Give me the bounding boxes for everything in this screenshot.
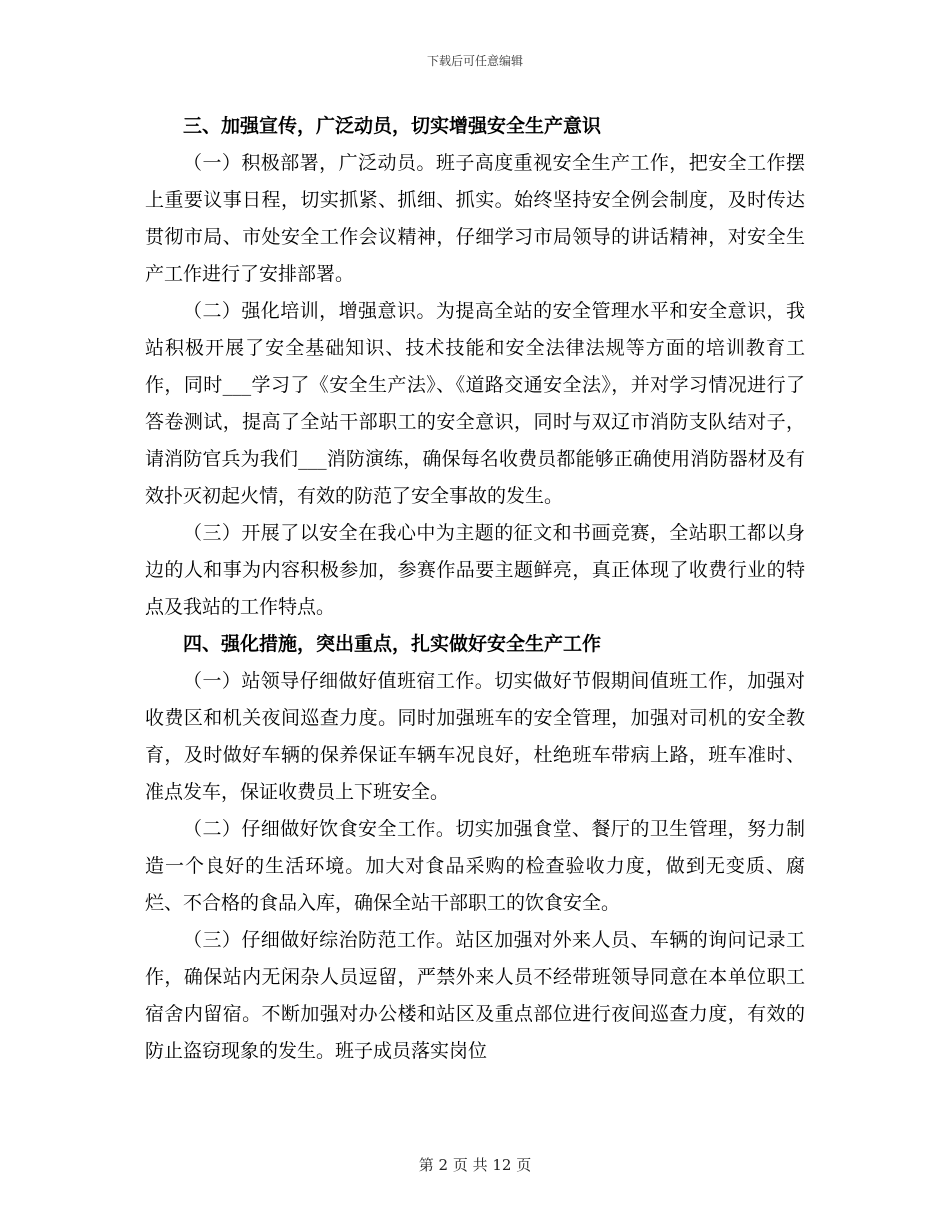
page-header-note: 下载后可任意编辑	[426, 54, 523, 68]
paragraph-4-3: （三）仔细做好综治防范工作。站区加强对外来人员、车辆的询问记录工作，确保站内无闲杂人员逗留，严禁外来人员不经带班领导同意在本单位职工宿舍内留宿。不断加强对办公楼和站区及重点部位进行夜间巡查力度，有效的防止盗窃现象的发生。班子成员落实岗位	[145, 929, 805, 1062]
page-number: 第 2 页 共 12 页	[418, 1156, 532, 1174]
paragraph-3-3: （三）开展了以安全在我心中为主题的征文和书画竞赛，全站职工都以身边的人和事为内容积极参加，参赛作品要主题鲜亮，真正体现了收费行业的特点及我站的工作特点。	[145, 522, 805, 618]
section-heading-3: 三、加强宣传，广泛动员，切实增强安全生产意识	[183, 115, 602, 137]
paragraph-3-2: （二）强化培训，增强意识。为提高全站的安全管理水平和安全意识，我站积极开展了安全基础知识、技术技能和安全法律法规等方面的培训教育工作，同时___学习了《安全生产法》、《道路交通安全法》，并对学习情况进行了答卷测试，提高了全站干部职工的安全意识，同时与双辽市消防支队结对子，请消防官兵为我们___消防演练，确保每名收费员都能够正确使用消防器材及有效扑灭初起火情，有效的防范了安全事故的发生。	[145, 300, 805, 507]
paragraph-3-1: （一）积极部署，广泛动员。班子高度重视安全生产工作，把安全工作摆上重要议事日程，切实抓紧、抓细、抓实。始终坚持安全例会制度，及时传达贯彻市局、市处安全工作会议精神，仔细学习市局领导的讲话精神，对安全生产工作进行了安排部署。	[145, 152, 805, 285]
paragraph-4-2: （二）仔细做好饮食安全工作。切实加强食堂、餐厅的卫生管理，努力制造一个良好的生活环境。加大对食品采购的检查验收力度，做到无变质、腐烂、不合格的食品入库，确保全站干部职工的饮食安全。	[145, 818, 805, 914]
paragraph-4-1: （一）站领导仔细做好值班宿工作。切实做好节假期间值班工作，加强对收费区和机关夜间巡查力度。同时加强班车的安全管理，加强对司机的安全教育，及时做好车辆的保养保证车辆车况良好，杜绝班车带病上路，班车准时、准点发车，保证收费员上下班安全。	[145, 670, 805, 803]
section-heading-4: 四、强化措施，突出重点，扎实做好安全生产工作	[183, 633, 602, 655]
document-body	[145, 108, 805, 1070]
